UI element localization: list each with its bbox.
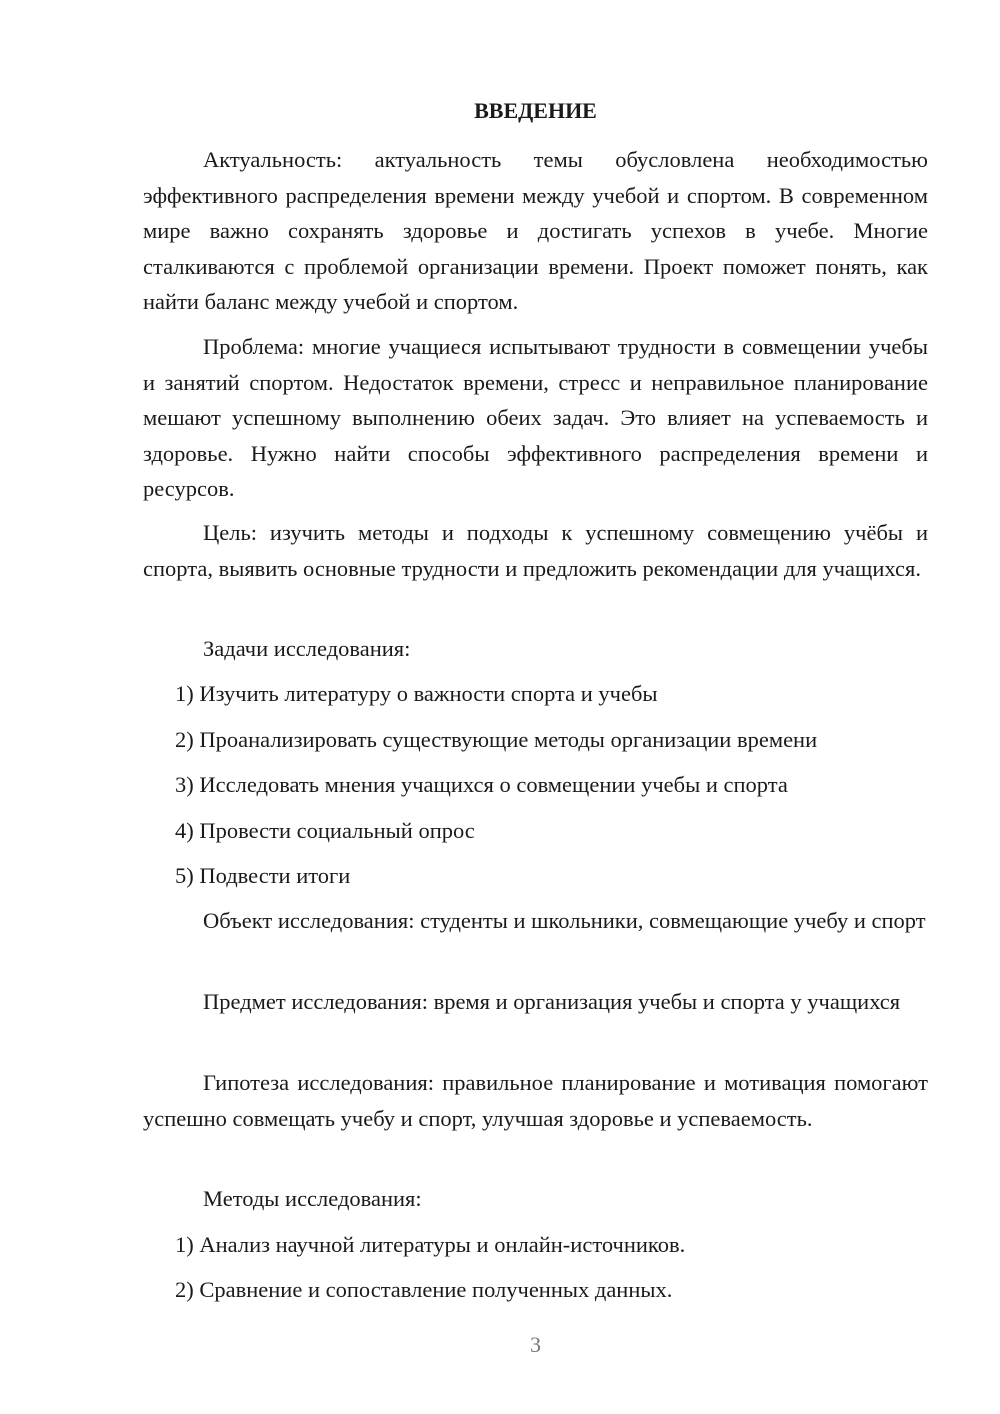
task-item: 2) Проанализировать существующие методы организации времени [175,727,818,752]
hypothesis-paragraph: Гипотеза исследования: правильное планирование и мотивация помогают успешно совмещать учебу и спорт, улучшая здоровье и успеваемость. [143,1070,928,1131]
method-item: 2) Сравнение и сопоставление полученных данных. [175,1277,673,1302]
methods-title: Методы исследования: [203,1186,422,1211]
relevance-paragraph: Актуальность: актуальность темы обусловлена необходимостью эффективного распределения времени между учебой и спортом. В современном мире важно сохранять здоровье и достигать успехов в учебе. Многие сталкиваются с проблемой организации времени. Проект поможет понять, как найти баланс между учебой и спортом. [143,147,928,314]
subject-paragraph: Предмет исследования: время и организация учебы и спорта у учащихся [203,989,901,1014]
task-item: 5) Подвести итоги [175,863,351,888]
task-item: 4) Провести социальный опрос [175,818,475,843]
goal-paragraph: Цель: изучить методы и подходы к успешному совмещению учёбы и спорта, выявить основные трудности и предложить рекомендации для учащихся. [143,520,928,581]
task-item: 3) Исследовать мнения учащихся о совмещении учебы и спорта [175,772,788,797]
object-paragraph: Объект исследования: студенты и школьники, совмещающие учебу и спорт [203,908,926,933]
problem-paragraph: Проблема: многие учащиеся испытывают трудности в совмещении учебы и занятий спортом. Недостаток времени, стресс и неправильное планирование мешают успешному выполнению обеих задач. Это влияет на успеваемость и здоровье. Нужно найти способы эффективного распределения времени и ресурсов. [143,334,928,501]
method-item: 1) Анализ научной литературы и онлайн-источников. [175,1232,686,1257]
task-item: 1) Изучить литературу о важности спорта и учебы [175,681,658,706]
page-number: 3 [530,1332,541,1357]
section-heading: ВВЕДЕНИЕ [474,98,597,123]
tasks-title: Задачи исследования: [203,636,411,661]
